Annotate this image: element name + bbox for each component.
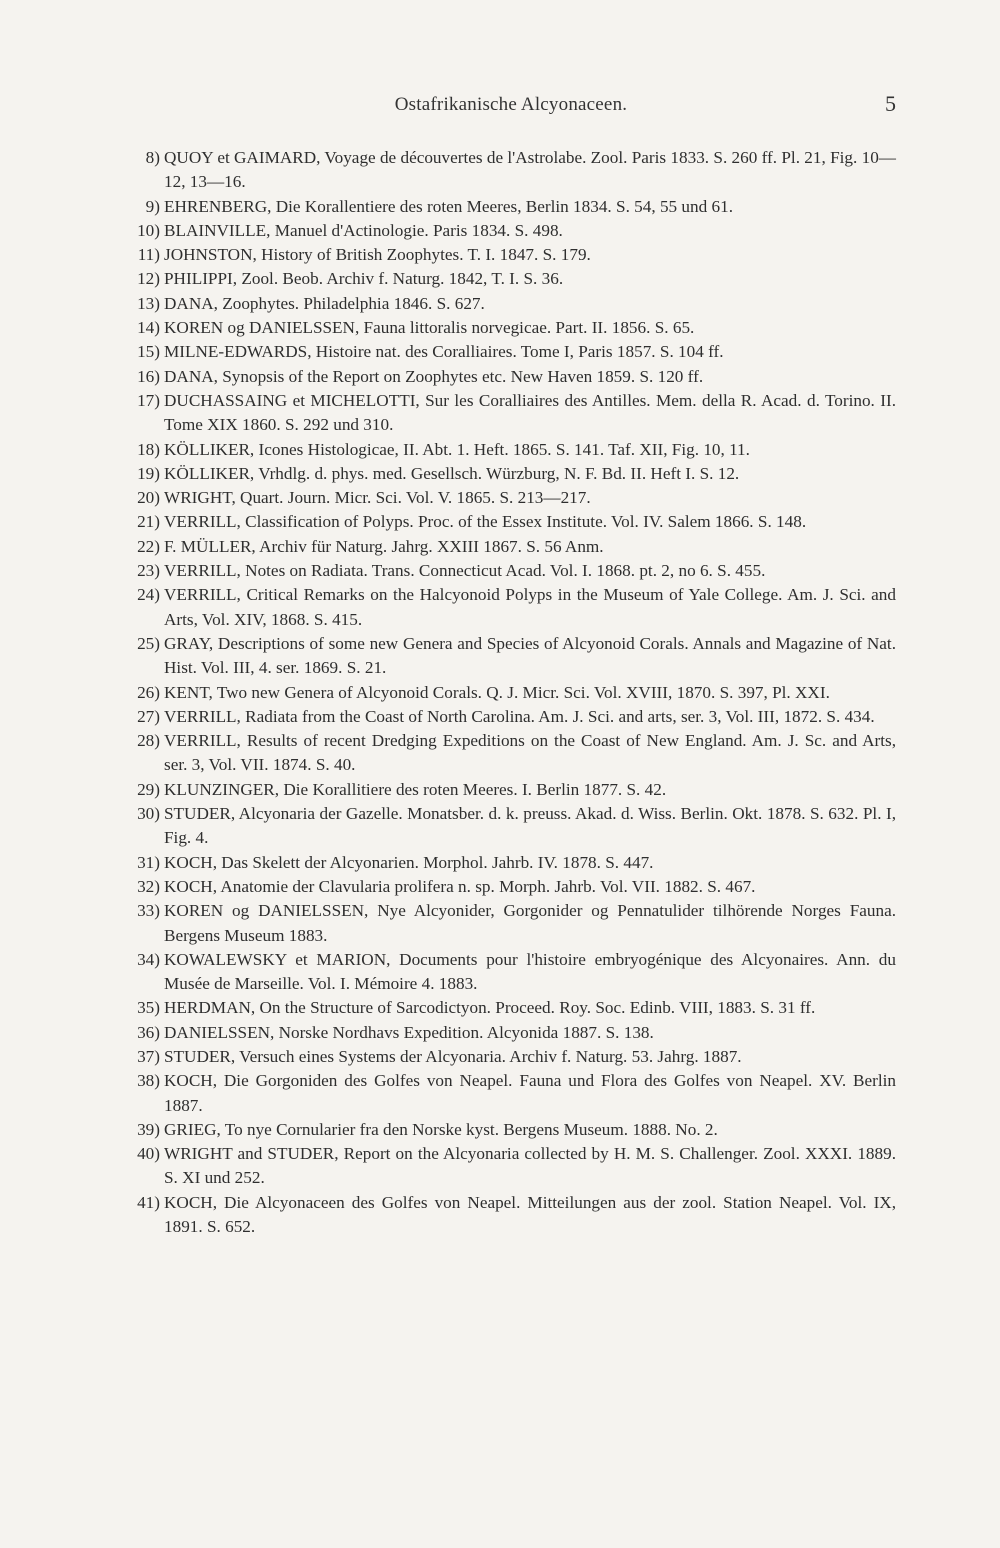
reference-number: 15) [137,342,160,362]
reference-list [118,146,896,1239]
reference-item [118,365,896,389]
reference-item [118,1045,896,1069]
reference-item [118,486,896,510]
reference-text: KOCH, Die Alcyonaceen des Golfes von Neapel. Mitteilungen aus der zool. Station Neapel. Vol. IX, 1891. S. 652. [164,1192,896,1237]
reference-number: 32) [137,876,160,896]
reference-item [118,1118,896,1142]
reference-text: VERRILL, Radiata from the Coast of North Carolina. Am. J. Sci. and arts, ser. 3, Vol. III, 1872. S. 434. [164,706,875,726]
reference-number: 16) [137,366,160,386]
reference-item [118,389,896,438]
reference-text: PHILIPPI, Zool. Beob. Archiv f. Naturg. 1842, T. I. S. 36. [164,269,564,289]
running-header [126,91,896,122]
reference-item [118,996,896,1020]
reference-number: 11) [137,245,160,265]
reference-item [118,292,896,316]
reference-text: F. MÜLLER, Archiv für Naturg. Jahrg. XXIII 1867. S. 56 Anm. [164,536,604,556]
reference-text: KOCH, Das Skelett der Alcyonarien. Morphol. Jahrb. IV. 1878. S. 447. [164,852,654,872]
reference-item [118,875,896,899]
reference-text: GRAY, Descriptions of some new Genera and Species of Alcyonoid Corals. Annals and Magazine of Nat. Hist. Vol. III, 4. ser. 1869. S. 21. [164,633,896,678]
reference-item [118,510,896,534]
reference-number: 30) [137,804,160,824]
reference-text: DUCHASSAING et MICHELOTTI, Sur les Coralliaires des Antilles. Mem. della R. Acad. d. Torino. II. Tome XIX 1860. S. 292 und 310. [164,390,896,435]
reference-text: KOWALEWSKY et MARION, Documents pour l'histoire embryogénique des Alcyonaires. Ann. du Musée de Marseille. Vol. I. Mémoire 4. 1883. [164,949,896,994]
reference-text: JOHNSTON, History of British Zoophytes. T. I. 1847. S. 179. [164,245,591,265]
reference-number: 29) [137,779,160,799]
reference-number: 40) [137,1144,160,1164]
reference-number: 18) [137,439,160,459]
reference-item [118,802,896,851]
reference-item [118,899,896,948]
reference-item [118,195,896,219]
reference-item [118,778,896,802]
reference-text: DANIELSSEN, Norske Nordhavs Expedition. Alcyonida 1887. S. 138. [164,1022,654,1042]
reference-number: 26) [137,682,160,702]
reference-text: MILNE-EDWARDS, Histoire nat. des Coralliaires. Tome I, Paris 1857. S. 104 ff. [164,342,724,362]
reference-text: KÖLLIKER, Icones Histologicae, II. Abt. 1. Heft. 1865. S. 141. Taf. XII, Fig. 10, 11. [164,439,750,459]
reference-text: EHRENBERG, Die Korallentiere des roten Meeres, Berlin 1834. S. 54, 55 und 61. [164,196,733,216]
reference-item [118,340,896,364]
reference-number: 31) [137,852,160,872]
reference-item [118,438,896,462]
reference-text: VERRILL, Critical Remarks on the Halcyonoid Polyps in the Museum of Yale College. Am. J. Sci. and Arts, Vol. XIV, 1868. S. 415. [164,585,896,629]
reference-number: 9) [145,196,160,216]
reference-text: KOCH, Anatomie der Clavularia prolifera n. sp. Morph. Jahrb. Vol. VII. 1882. S. 467. [164,876,756,896]
reference-text: DANA, Zoophytes. Philadelphia 1846. S. 627. [164,293,485,313]
reference-text: QUOY et GAIMARD, Voyage de découvertes de l'Astrolabe. Zool. Paris 1833. S. 260 ff. Pl. 21, Fig. 10—12, 13—16. [164,148,896,192]
reference-text: BLAINVILLE, Manuel d'Actinologie. Paris 1834. S. 498. [164,220,563,240]
reference-item [118,583,896,632]
reference-number: 24) [137,585,160,605]
reference-item [118,462,896,486]
reference-number: 23) [137,561,160,581]
reference-text: WRIGHT and STUDER, Report on the Alcyonaria collected by H. M. S. Challenger. Zool. XXXI. 1889. S. XI und 252. [164,1144,896,1188]
reference-number: 10) [137,220,160,240]
reference-number: 20) [137,488,160,508]
reference-number: 41) [137,1192,160,1212]
reference-text: KOREN og DANIELSSEN, Fauna littoralis norvegicae. Part. II. 1856. S. 65. [164,318,695,338]
reference-number: 22) [137,536,160,556]
reference-text: GRIEG, To nye Cornularier fra den Norske kyst. Bergens Museum. 1888. No. 2. [164,1119,718,1139]
reference-number: 17) [137,390,160,410]
reference-item [118,1142,896,1191]
reference-number: 13) [137,293,160,313]
running-title: Ostafrikanische Alcyonaceen. [394,94,628,115]
reference-item [118,1191,896,1240]
reference-item [118,729,896,778]
reference-item [118,146,896,195]
reference-text: KOREN og DANIELSSEN, Nye Alcyonider, Gorgonider og Pennatulider tilhörende Norges Fauna. Bergens Museum 1883. [164,901,896,945]
reference-number: 37) [137,1046,160,1066]
reference-text: HERDMAN, On the Structure of Sarcodictyon. Proceed. Roy. Soc. Edinb. VIII, 1883. S. 31 ff. [164,998,816,1018]
reference-text: KÖLLIKER, Vrhdlg. d. phys. med. Gesellsch. Würzburg, N. F. Bd. II. Heft I. S. 12. [164,463,740,483]
reference-item [118,948,896,997]
reference-item [118,705,896,729]
reference-text: KENT, Two new Genera of Alcyonoid Corals. Q. J. Micr. Sci. Vol. XVIII, 1870. S. 397, Pl. XXI. [164,682,830,702]
reference-text: WRIGHT, Quart. Journ. Micr. Sci. Vol. V. 1865. S. 213—217. [164,488,591,508]
reference-item [118,535,896,559]
reference-number: 33) [137,901,160,921]
reference-item [118,681,896,705]
reference-number: 39) [137,1119,160,1139]
reference-number: 21) [137,512,160,532]
page-number: 5 [885,91,896,116]
reference-number: 8) [145,148,160,167]
reference-number: 36) [137,1022,160,1042]
reference-number: 12) [137,269,160,289]
reference-number: 35) [137,998,160,1018]
reference-item [118,1021,896,1045]
reference-number: 19) [137,463,160,483]
reference-item [118,851,896,875]
reference-item [118,316,896,340]
reference-number: 25) [137,633,160,653]
reference-text: STUDER, Versuch eines Systems der Alcyonaria. Archiv f. Naturg. 53. Jahrg. 1887. [164,1046,742,1066]
reference-text: KOCH, Die Gorgoniden des Golfes von Neapel. Fauna und Flora des Golfes von Neapel. XV. Berlin 1887. [164,1071,896,1115]
reference-item [118,267,896,291]
reference-text: DANA, Synopsis of the Report on Zoophytes etc. New Haven 1859. S. 120 ff. [164,366,704,386]
reference-item [118,219,896,243]
reference-text: VERRILL, Results of recent Dredging Expeditions on the Coast of New England. Am. J. Sc. and Arts, ser. 3, Vol. VII. 1874. S. 40. [164,731,896,775]
reference-item [118,1069,896,1118]
reference-text: KLUNZINGER, Die Korallitiere des roten Meeres. I. Berlin 1877. S. 42. [164,779,667,799]
reference-item [118,559,896,583]
reference-number: 38) [137,1071,160,1091]
reference-text: VERRILL, Notes on Radiata. Trans. Connecticut Acad. Vol. I. 1868. pt. 2, no 6. S. 455. [164,561,766,581]
reference-item [118,243,896,267]
reference-number: 27) [137,706,160,726]
reference-number: 34) [137,949,160,969]
reference-text: STUDER, Alcyonaria der Gazelle. Monatsber. d. k. preuss. Akad. d. Wiss. Berlin. Okt. 1878. S. 632. Pl. I, Fig. 4. [164,804,896,848]
reference-item [118,632,896,681]
reference-text: VERRILL, Classification of Polyps. Proc. of the Essex Institute. Vol. IV. Salem 1866. S. 148. [164,512,807,532]
reference-number: 28) [137,731,160,751]
reference-number: 14) [137,318,160,338]
